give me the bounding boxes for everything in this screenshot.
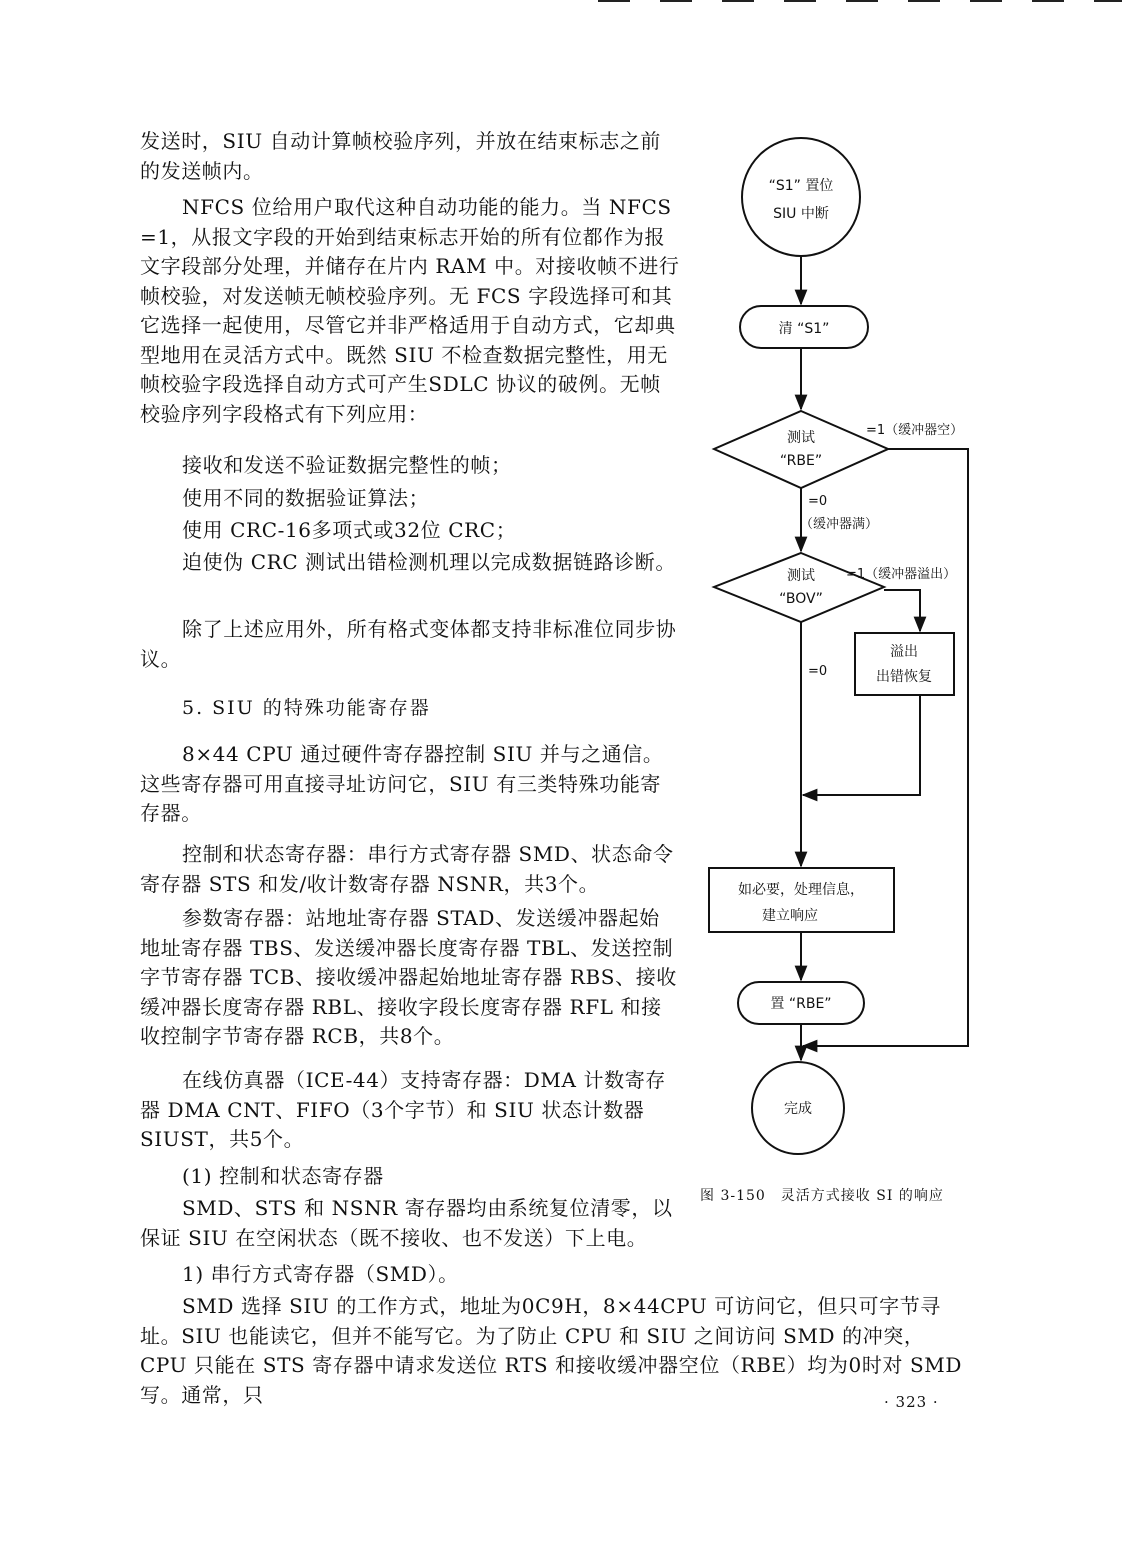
start-label-1: “S1” 置位 [768,178,834,194]
subheading-2: 1) 串行方式寄存器（SMD）。 [182,1262,459,1286]
rbe-no-label-1: =0 [808,494,828,509]
paragraph-9: SMD 选择 SIU 的工作方式，地址为0C9H，8×44CPU 可访问它，但只可字节寻址。SIU 也能读它，但并不能写它。为了防止 CPU 和 SIU 之间访问 SMD 的冲突，CPU 只能在 STS 寄存器中请求发送位 RTS 和接收缓冲器空位（RBE）均为0时对 SMD 写。通常，只 [140,1294,962,1407]
bov-yes-label: =1（缓冲器溢出） [846,567,957,582]
list-item-3: 使用 CRC-16多项式或32位 CRC； [182,518,517,542]
list-item-2: 使用不同的数据验证算法； [182,486,430,510]
start-label-2: SIU 中断 [773,206,829,222]
overflow-label-1: 溢出 [890,644,918,660]
paragraph-2: NFCS 位给用户取代这种自动功能的能力。当 NFCS =1，从报文字段的开始到结束标志开始的所有位都作为报文字段部分处理，并储存在片内 RAM 中。对接收帧不进行帧校验，对发送帧无帧校验序列。无 FCS 字段选择可和其它选择一起使用，尽管它并非严格适用于自动方式，它却典型地用在灵活方式中。既然 SIU 不检查数据完整性，用无帧校验字段选择自动方式可产生SDLC 协议的破例。无帧校验序列字段格式有下列应用： [140,195,680,426]
process-label-2: 建立响应 [762,908,818,924]
rbe-label-1: 测试 [787,430,815,446]
list-item-4: 迫使伪 CRC 测试出错检测机理以完成数据链路诊断。 [182,550,676,574]
edge-rbe-empty [803,449,968,1046]
paragraph-5: 控制和状态寄存器：串行方式寄存器 SMD、状态命令寄存器 STS 和发/收计数寄存器 NSNR，共3个。 [140,842,674,896]
start-node [742,138,860,256]
process-label-1: 如必要，处理信息， [738,882,864,898]
list-item-1: 接收和发送不验证数据完整性的帧； [182,453,512,477]
bov-no-label: =0 [808,664,828,679]
end-label: 完成 [784,1101,812,1117]
overflow-node [855,633,954,695]
section-heading: 5. SIU 的特殊功能寄存器 [182,697,431,719]
bov-label-1: 测试 [787,568,815,584]
decision-rbe [714,411,888,488]
figure-caption: 图 3-150 灵活方式接收 SI 的响应 [700,1188,944,1204]
subheading-1: (1) 控制和状态寄存器 [182,1164,384,1188]
rbe-no-label-2: （缓冲器满） [800,517,879,532]
edge-bov-overflow [884,590,920,631]
set-rbe-label: 置 “RBE” [770,996,832,1012]
paragraph-7: 在线仿真器（ICE-44）支持寄存器：DMA 计数寄存器 DMA CNT、FIFO（3个字节）和 SIU 状态计数器 SIUST，共5个。 [140,1068,666,1151]
decision-bov [714,553,884,622]
page-number: · 323 · [884,1393,939,1411]
paragraph-6: 参数寄存器：站地址寄存器 STAD、发送缓冲器起始地址寄存器 TBS、发送缓冲器长度寄存器 TBL、发送控制字节寄存器 TCB、接收缓冲器起始地址寄存器 RBS、接收缓冲器长度寄存器 RBL、接收字段长度寄存器 RFL 和接收控制字节寄存器 RCB，共8个。 [140,906,677,1048]
paragraph-1: 发送时，SIU 自动计算帧校验序列，并放在结束标志之前的发送帧内。 [140,129,662,183]
paragraph-8: SMD、STS 和 NSNR 寄存器均由系统复位清零，以保证 SIU 在空闲状态（既不接收、也不发送）下上电。 [140,1196,673,1250]
paragraph-3: 除了上述应用外，所有格式变体都支持非标准位同步协议。 [140,617,677,671]
rbe-label-2: “RBE” [779,453,823,469]
clear-label: 清 “S1” [778,321,830,337]
paragraph-4: 8×44 CPU 通过硬件寄存器控制 SIU 并与之通信。这些寄存器可用直接寻址访问它，SIU 有三类特殊功能寄存器。 [140,742,664,825]
bov-label-2: “BOV” [779,591,823,607]
rbe-yes-label: =1（缓冲器空） [866,423,964,438]
edge-overflow-merge [803,695,920,795]
overflow-label-2: 出错恢复 [876,669,932,685]
